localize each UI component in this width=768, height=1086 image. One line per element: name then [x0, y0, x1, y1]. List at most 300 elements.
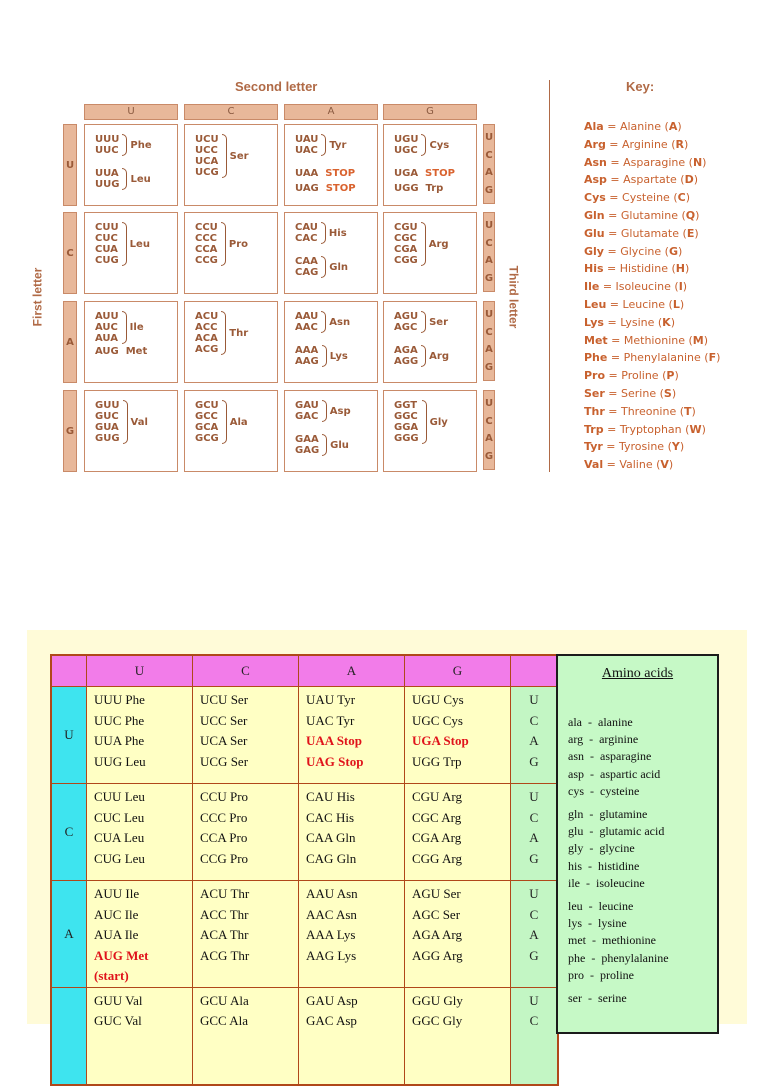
key-letter: P	[666, 369, 675, 383]
codon-group	[295, 134, 346, 156]
amino-abbr: phe	[568, 950, 586, 965]
codon-table	[50, 654, 559, 1086]
key-name: Tryptophan	[619, 422, 682, 436]
key-divider	[549, 80, 550, 472]
amino-entry: cys - cysteine	[568, 783, 640, 798]
amino-acid: Leu	[130, 173, 151, 185]
key-letter: G	[668, 244, 678, 258]
amino-entry: ile - isoleucine	[568, 875, 645, 890]
codon-line: CAC His	[306, 809, 355, 825]
codon: CUA	[95, 244, 118, 255]
key-letter: H	[675, 262, 685, 276]
third-letter-base: C	[485, 237, 493, 249]
key-abbr: Gln	[584, 208, 605, 222]
amino-abbr: asn	[568, 749, 584, 764]
key-entry: His = Histidine (H)	[584, 262, 690, 276]
amino-acid: His	[328, 227, 347, 239]
key-name: Methionine	[623, 333, 685, 347]
codon-list	[394, 400, 419, 444]
codon-cell	[193, 881, 299, 988]
amino-abbr: met	[568, 933, 586, 948]
codon: UUU	[95, 134, 120, 145]
key-entry: Tyr = Tyrosine (Y)	[584, 440, 685, 454]
key-letter: N	[692, 155, 703, 169]
key-name: Aspartate	[623, 173, 677, 187]
codon: UCA	[195, 156, 219, 167]
codon: UCC	[195, 145, 218, 156]
key-entry: Val = Valine (V)	[584, 458, 674, 472]
codon-cell	[184, 124, 278, 206]
codon-cell	[383, 124, 477, 206]
key-name: Glycine	[620, 244, 662, 258]
key-abbr: Thr	[584, 404, 605, 418]
codon-line: UUC Phe	[94, 712, 145, 728]
amino-abbr: gln	[568, 807, 584, 822]
codon-line: CAA Gln	[306, 830, 356, 845]
codon-list	[195, 400, 219, 444]
key-abbr: Leu	[584, 297, 607, 311]
key-name: Valine	[619, 458, 653, 472]
header-cell: U	[87, 655, 193, 687]
key-entry: Leu = Leucine (L)	[584, 297, 685, 311]
amino-entry: glu - glutamic acid	[568, 824, 665, 839]
amino-acid: Pro	[228, 238, 249, 250]
codon-group	[394, 311, 448, 333]
codon: CGG	[394, 255, 418, 266]
first-letter-cell: U	[51, 687, 87, 784]
codon-list	[295, 311, 318, 333]
amino-acid: STOP	[325, 168, 356, 179]
codon-cell	[405, 987, 511, 1085]
key-letter: R	[675, 137, 684, 151]
codon-line: GAU Asp	[306, 992, 358, 1008]
codon-cell	[284, 390, 378, 472]
key-name: Leucine	[622, 297, 666, 311]
amino-acid: Ser	[429, 316, 448, 328]
codon: UGG	[394, 183, 419, 194]
codon: GUG	[95, 433, 120, 444]
amino-abbr: lys	[568, 916, 583, 931]
amino-name: alanine	[598, 715, 633, 729]
codon-line: CAG Gln	[306, 850, 357, 866]
third-letter: C	[529, 712, 539, 728]
third-letter-cell	[511, 784, 559, 881]
third-letter: A	[529, 830, 539, 845]
key-entry: Asn = Asparagine (N)	[584, 155, 707, 169]
first-letter-label: First letter	[30, 267, 45, 327]
codon: AGG	[394, 356, 419, 367]
amino-entry: asp - aspartic acid	[568, 766, 661, 781]
amino-name: glycine	[599, 841, 635, 856]
codon-line: CUG Leu	[94, 850, 145, 866]
amino-acid-key	[584, 118, 720, 474]
codon: CCU	[195, 222, 218, 233]
codon: UGC	[394, 145, 418, 156]
codon-cell	[405, 881, 511, 988]
amino-name: methionine	[602, 933, 656, 948]
codon: AAU	[295, 311, 319, 322]
first-letter-a: A	[63, 301, 77, 383]
codon-cell	[383, 301, 477, 383]
column-header-g: G	[383, 104, 477, 120]
brace	[321, 134, 326, 156]
third-letter: U	[529, 692, 539, 707]
codon: GAG	[295, 445, 320, 456]
codon-cell	[184, 390, 278, 472]
codon-cell	[87, 784, 193, 881]
codon-line: UUU Phe	[94, 692, 145, 707]
codon-group	[195, 134, 249, 178]
third-letter-base: G	[484, 184, 494, 196]
codon-single	[394, 183, 443, 194]
codon-line: ACG Thr	[200, 947, 250, 963]
codon-line: CGG Arg	[412, 850, 462, 866]
codon: AGA	[394, 345, 418, 356]
codon-cell	[284, 124, 378, 206]
amino-abbr: ile	[568, 875, 580, 890]
amino-acid: Phe	[130, 139, 152, 151]
codon-group	[95, 222, 150, 266]
key-name: Glutamate	[620, 226, 680, 240]
codon-line: UAA Stop	[306, 733, 362, 748]
codon: UGU	[394, 134, 419, 145]
codon-list	[394, 311, 418, 333]
table-row	[51, 687, 558, 784]
codon-cell	[383, 390, 477, 472]
codon: GCA	[195, 422, 219, 433]
amino-acid: Gln	[329, 261, 349, 273]
key-abbr: Gly	[584, 244, 604, 258]
codon-group	[295, 400, 351, 422]
codon: ACG	[195, 344, 219, 355]
key-name: Tyrosine	[619, 440, 665, 454]
first-letter-cell: C	[51, 784, 87, 881]
third-letter: G	[529, 850, 539, 866]
codon-line: UUA Phe	[94, 733, 145, 748]
key-letter: K	[662, 315, 671, 329]
header-cell: G	[405, 655, 511, 687]
key-abbr: Cys	[584, 191, 606, 205]
amino-acid: Lys	[329, 350, 348, 362]
codon-line: UCA Ser	[200, 733, 248, 748]
amino-acid: Cys	[429, 139, 450, 151]
codon: GCU	[195, 400, 219, 411]
amino-entry: his - histidine	[568, 858, 640, 873]
third-letter-base: A	[485, 344, 493, 356]
codon-line: UCC Ser	[200, 712, 248, 728]
amino-name: aspartic acid	[600, 766, 661, 781]
codon-group	[394, 134, 449, 156]
codon-line: GUC Val	[94, 1013, 142, 1028]
codon-line: AGU Ser	[412, 886, 461, 901]
codon-group	[195, 400, 248, 444]
key-abbr: Pro	[584, 369, 606, 383]
amino-entry: asn - asparagine	[568, 749, 652, 764]
codon-group	[95, 134, 152, 156]
codon: CUC	[95, 233, 118, 244]
key-letter: S	[663, 386, 672, 400]
codon-group	[295, 256, 348, 278]
codon: AAG	[295, 356, 319, 367]
key-letter: M	[692, 333, 704, 347]
amino-abbr: arg	[568, 732, 584, 747]
codon-line: CUU Leu	[94, 789, 145, 804]
key-abbr: Arg	[584, 137, 606, 151]
key-letter: E	[686, 226, 695, 240]
codon-cell	[84, 212, 178, 294]
key-abbr: Ala	[584, 120, 604, 133]
amino-abbr: his	[568, 858, 583, 873]
codon: CAA	[295, 256, 318, 267]
codon-list	[195, 134, 219, 178]
codon-list	[195, 222, 218, 266]
third-letter: A	[529, 733, 539, 748]
codon-line: GUU Val	[94, 992, 143, 1008]
header-row	[51, 655, 558, 687]
codon-line: CCA Pro	[200, 830, 248, 845]
third-letter: C	[529, 906, 539, 922]
codon: UAA	[295, 168, 319, 179]
amino-name: arginine	[599, 732, 639, 747]
amino-abbr: ala	[568, 715, 582, 729]
column-header-u: U	[84, 104, 178, 120]
amino-abbr: cys	[568, 783, 584, 798]
key-name: Phenylalanine	[623, 351, 701, 365]
key-abbr: Phe	[584, 351, 608, 365]
codon-group	[394, 345, 449, 367]
codon-cell	[284, 212, 378, 294]
brace	[321, 256, 326, 278]
key-entry: Arg = Arginine (R)	[584, 137, 689, 151]
codon-line: CUC Leu	[94, 809, 145, 825]
codon-line: UGA Stop	[412, 733, 469, 748]
key-abbr: Glu	[584, 226, 605, 240]
amino-acid: Tyr	[329, 139, 347, 151]
codon-group	[394, 400, 448, 444]
codon: AAC	[295, 322, 318, 333]
codon-line: CUA Leu	[94, 830, 145, 845]
codon-group	[295, 311, 350, 333]
key-name: Arginine	[622, 137, 668, 151]
codon: AGU	[394, 311, 419, 322]
key-abbr: Asn	[584, 155, 607, 169]
codon-cell	[405, 784, 511, 881]
third-letter-cell	[511, 881, 559, 988]
codon: CCG	[195, 255, 218, 266]
key-letter: F	[708, 351, 717, 365]
key-letter: L	[672, 297, 680, 311]
first-letter-g: G	[63, 390, 77, 472]
key-name: Histidine	[619, 262, 668, 276]
key-name: Threonine	[620, 404, 677, 418]
third-letter-base: A	[485, 167, 493, 179]
codon-cell	[299, 987, 405, 1085]
key-entry: Lys = Lysine (K)	[584, 315, 675, 329]
codon-line: CCG Pro	[200, 850, 249, 866]
amino-acid: STOP	[325, 183, 356, 194]
amino-abbr: ser	[568, 991, 582, 1006]
codon: CUU	[95, 222, 119, 233]
key-name: Lysine	[620, 315, 655, 329]
codon: GGT	[394, 400, 418, 411]
codon-cell	[193, 987, 299, 1085]
amino-acids-list	[568, 714, 669, 1007]
codon-group	[295, 434, 349, 456]
codon-line: GGU Gly	[412, 992, 463, 1008]
amino-abbr: glu	[568, 824, 584, 839]
third-letter-cell	[511, 987, 559, 1085]
codon: UGA	[394, 168, 419, 179]
codon-line: CCC Pro	[200, 809, 248, 825]
codon-line: ACA Thr	[200, 927, 249, 942]
codon-cell	[193, 784, 299, 881]
amino-acid: Glu	[330, 439, 349, 451]
codon-list	[295, 434, 319, 456]
key-entry: Gly = Glycine (G)	[584, 244, 683, 258]
codon: CGC	[394, 233, 417, 244]
codon: GGG	[394, 433, 419, 444]
amino-acid: Asp	[329, 405, 351, 417]
amino-acid: Arg	[428, 238, 449, 250]
codon-group	[95, 311, 144, 344]
table-row	[51, 784, 558, 881]
codon: GUC	[95, 411, 119, 422]
codon-list	[95, 134, 119, 156]
codon: AUA	[95, 333, 118, 344]
amino-abbr: asp	[568, 766, 584, 781]
codon: ACU	[195, 311, 219, 322]
header-cell: C	[193, 655, 299, 687]
codon-group	[295, 345, 348, 367]
codon: UUC	[95, 145, 119, 156]
brace	[421, 134, 426, 156]
codon-group	[394, 222, 449, 266]
key-entry: Ala = Alanine (A)	[584, 120, 682, 133]
key-letter: C	[677, 191, 686, 205]
codon-line: GAC Asp	[306, 1013, 357, 1028]
key-entry: Trp = Tryptophan (W)	[584, 422, 706, 436]
third-letter-base: G	[484, 450, 494, 462]
key-entry: Phe = Phenylalanine (F)	[584, 351, 721, 365]
codon-line: AGG Arg	[412, 947, 463, 963]
codon-list	[394, 134, 418, 156]
codon-line: UCU Ser	[200, 692, 249, 707]
brace	[122, 311, 127, 344]
key-name: Proline	[621, 369, 659, 383]
codon-list	[195, 311, 218, 355]
codon-list	[295, 222, 318, 244]
header-cell: A	[299, 655, 405, 687]
codon-group	[295, 222, 347, 244]
codon-cell	[87, 881, 193, 988]
table-row	[51, 881, 558, 988]
key-abbr: Tyr	[584, 440, 603, 454]
codon-line: GCU Ala	[200, 992, 249, 1008]
brace	[422, 400, 427, 444]
codon: GCC	[195, 411, 218, 422]
key-name: Alanine	[619, 120, 662, 133]
brace	[122, 222, 127, 266]
amino-acid: Arg	[429, 350, 449, 362]
key-letter: Y	[671, 440, 680, 454]
brace	[321, 311, 326, 333]
third-letter-base: A	[485, 255, 493, 267]
amino-abbr: leu	[568, 899, 583, 914]
codon-line: ACC Thr	[200, 906, 249, 922]
column-header-a: A	[284, 104, 378, 120]
codon-line: CGC Arg	[412, 809, 462, 825]
brace	[421, 311, 426, 333]
codon: GGA	[394, 422, 419, 433]
amino-acid: Asn	[329, 316, 351, 328]
third-letter-base: G	[484, 272, 494, 284]
amino-acid: Thr	[229, 327, 249, 339]
codon-single	[295, 183, 356, 194]
key-entry: Gln = Glutamine (Q)	[584, 208, 700, 222]
brace	[221, 222, 226, 266]
codon-list	[295, 345, 319, 367]
first-letter-c: C	[63, 212, 77, 294]
codon-line: UGU Cys	[412, 692, 464, 707]
key-abbr: Ile	[584, 280, 600, 294]
brace	[122, 168, 127, 190]
codon-single	[295, 168, 355, 179]
key-entry: Ile = Isoleucine (I)	[584, 280, 688, 294]
codon: UUA	[95, 168, 119, 179]
codon: CCC	[195, 233, 218, 244]
column-header-c: C	[184, 104, 278, 120]
amino-acid: Ala	[229, 416, 248, 428]
key-entry: Thr = Threonine (T)	[584, 404, 696, 418]
brace	[322, 345, 327, 367]
third-letter: C	[529, 1013, 539, 1028]
codon-cell	[383, 212, 477, 294]
codon-line: CGA Arg	[412, 830, 462, 845]
codon-line: AAA Lys	[306, 927, 356, 942]
third-letter-base: C	[485, 326, 493, 338]
third-letter: G	[529, 753, 539, 769]
codon-list	[295, 400, 319, 422]
codon-line: UAU Tyr	[306, 692, 356, 707]
codon: UUG	[95, 179, 120, 190]
amino-name: lysine	[598, 916, 627, 931]
key-abbr: Lys	[584, 315, 604, 329]
codon: GAU	[295, 400, 319, 411]
codon-line: GGC Gly	[412, 1013, 463, 1028]
amino-acid: Ser	[229, 150, 249, 162]
key-name: Asparagine	[623, 155, 686, 169]
amino-entry: met - methionine	[568, 933, 656, 948]
third-letter-base: U	[484, 132, 494, 144]
third-letter-base: C	[485, 149, 493, 161]
key-abbr: Ser	[584, 386, 605, 400]
codon-line: CAU His	[306, 789, 355, 804]
codon: ACC	[195, 322, 218, 333]
third-letter: G	[529, 947, 539, 963]
codon-line: GCC Ala	[200, 1013, 249, 1028]
codon: AUG	[95, 346, 119, 357]
codon-line: CCU Pro	[200, 789, 249, 804]
amino-entry: ala - alanine	[568, 715, 633, 729]
key-name: Glutamine	[620, 208, 678, 222]
amino-entry: pro - proline	[568, 967, 634, 982]
amino-name: glutamic acid	[599, 824, 665, 839]
key-entry: Met = Methionine (M)	[584, 333, 709, 347]
codon: GCG	[195, 433, 219, 444]
key-entry: Cys = Cysteine (C)	[584, 191, 690, 205]
key-entry: Ser = Serine (S)	[584, 386, 677, 400]
codon-line: UCG Ser	[200, 753, 249, 769]
